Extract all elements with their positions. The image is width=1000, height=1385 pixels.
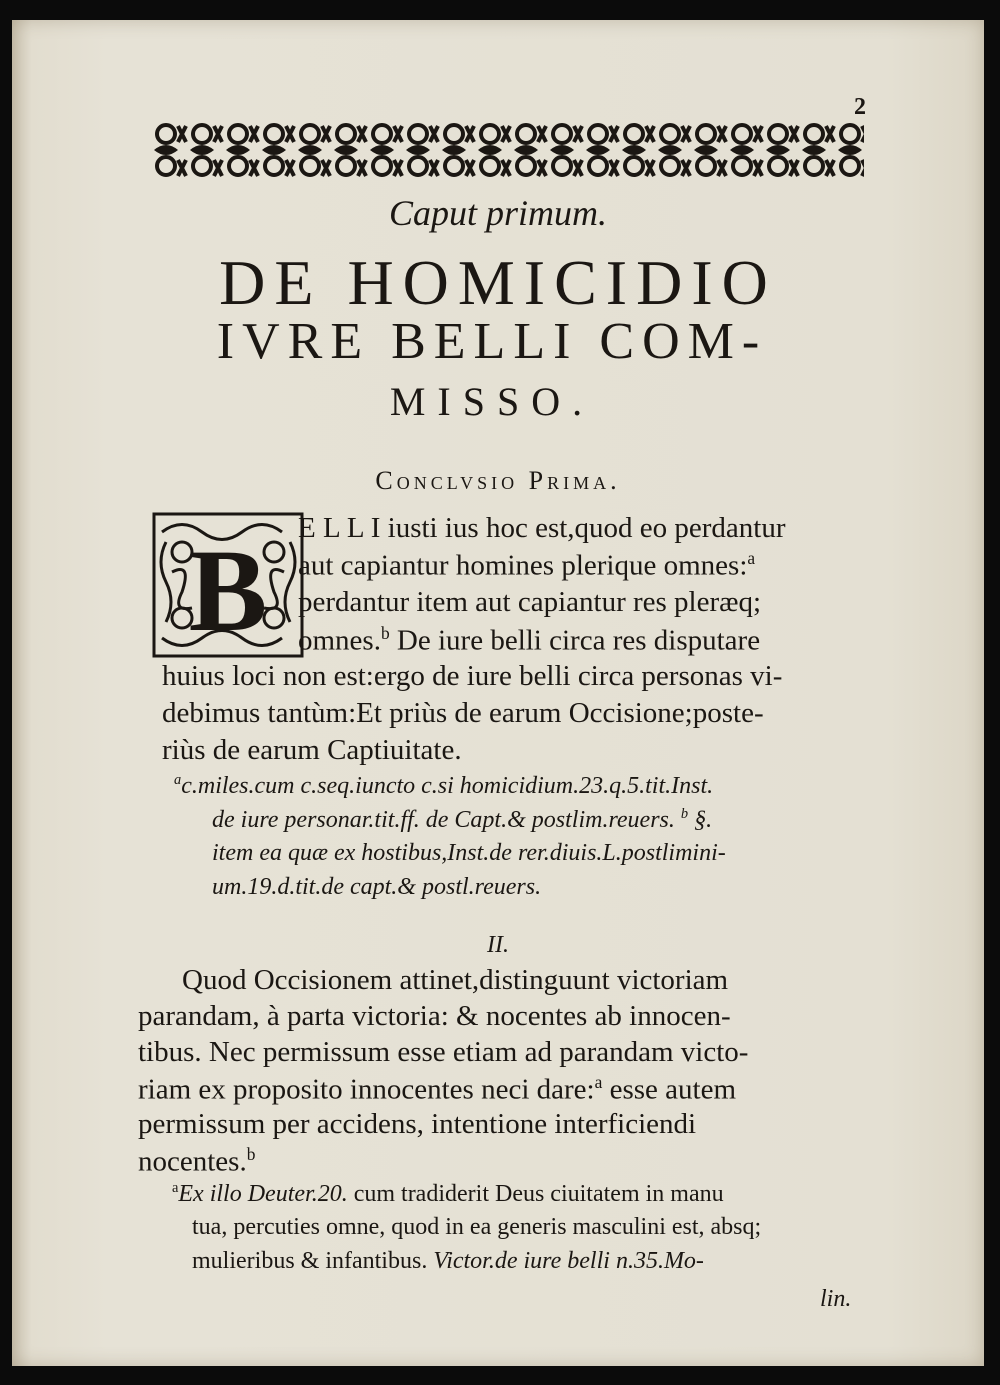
folio-number: 2 xyxy=(854,94,866,120)
note2-line-3: mulieribus & infantibus. Victor.de iure belli n.35.Mo- xyxy=(192,1248,704,1274)
title-line-2: IVRE BELLI COM- xyxy=(216,313,768,370)
para2-line-2: parandam, à parta victoria: & nocentes ab innocen- xyxy=(138,1000,731,1032)
para1-line-5: huius loci non est:ergo de iure belli circa personas vi- xyxy=(162,660,783,692)
book-page xyxy=(12,20,984,1366)
para1-line-7: riùs de earum Captiuitate. xyxy=(162,734,462,766)
title-line-3: MISSO. xyxy=(389,379,595,424)
para2-line-4: riam ex proposito innocentes neci dare:$^a$ esse autem xyxy=(138,1072,737,1106)
note1-line-4: um.19.d.tit.de capt.& postl.reuers. xyxy=(212,874,542,900)
footnote-marker-a: a xyxy=(747,548,756,568)
decorated-initial xyxy=(152,512,304,658)
para1-line-3: perdantur item aut capiantur res pleræq; xyxy=(298,586,762,618)
headpiece-ornament xyxy=(152,116,864,186)
para1-line-2: aut capiantur homines plerique omnes:$^a$ xyxy=(298,548,756,582)
note2-line-1: $^a$Ex illo Deuter.20. cum tradiderit Deus ciuitatem in manu xyxy=(172,1180,724,1207)
para2-line-5: permissum per accidens, intentione interficiendi xyxy=(138,1108,697,1140)
chapter-heading: Caput primum. xyxy=(388,193,608,233)
para1-line-4: omnes.$^b$ De iure belli circa res disputare xyxy=(298,623,761,657)
footnote-marker-b: b xyxy=(380,623,390,643)
initial-letter: B xyxy=(188,525,268,656)
note2-line-2: tua, percuties omne, quod in ea generis masculini est, absq; xyxy=(192,1214,762,1240)
note1-line-1: $^a$c.miles.cum c.seq.iuncto c.si homicidium.23.q.5.tit.Inst. xyxy=(174,772,714,799)
para2-line-6: nocentes.$^b$ xyxy=(138,1144,256,1178)
para2-line-3: tibus. Nec permissum esse etiam ad parandam victo- xyxy=(138,1036,749,1068)
conclusion-heading: Conclvsio Prima. xyxy=(375,466,621,495)
para2-line-1: Quod Occisionem attinet,distinguunt victoriam xyxy=(182,964,729,996)
note2-line-4: lin. xyxy=(820,1286,852,1312)
note1-line-2: de iure personar.tit.ff. de Capt.& postlim.reuers. $^b$ §. xyxy=(212,806,713,833)
para1-line-1: E L L I iusti ius hoc est,quod eo perdantur xyxy=(298,512,786,544)
para1-line-6: debimus tantùm:Et priùs de earum Occisione;poste- xyxy=(162,697,764,729)
title-line-1: DE HOMICIDIO xyxy=(219,247,777,318)
section-number: II. xyxy=(487,932,509,958)
note1-line-3: item ea quæ ex hostibus,Inst.de rer.diuis.L.postlimini- xyxy=(212,840,726,866)
